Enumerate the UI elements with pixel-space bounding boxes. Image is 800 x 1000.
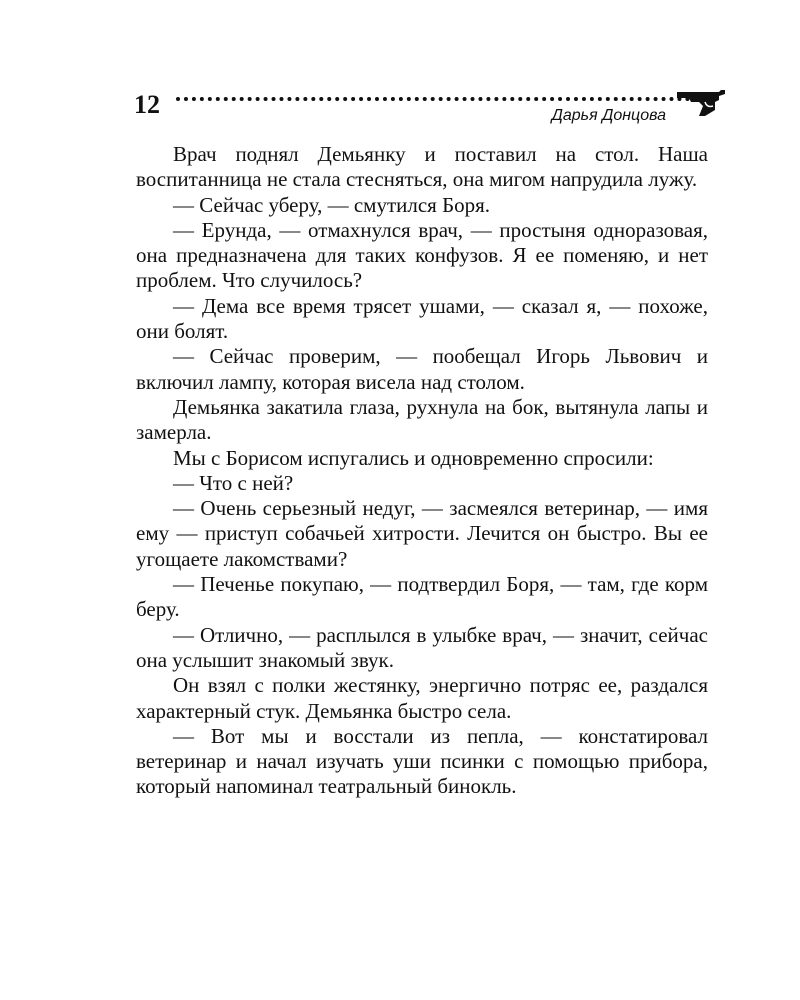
running-header <box>130 88 730 138</box>
paragraph: Мы с Борисом испугались и одновременно спросили: <box>173 445 654 470</box>
page-number: 12 <box>134 90 160 119</box>
paragraph: — Отлично, — расплылся в улыбке врач, — значит, сейчас она услышит знакомый звук. <box>136 622 708 672</box>
paragraph: — Что с ней? <box>173 470 294 495</box>
running-author: Дарья Донцова <box>551 107 666 124</box>
paragraph: Врач поднял Демьянку и поставил на стол. Наша воспитанница не стала стесняться, она мигом напрудила лужу. <box>136 142 708 192</box>
paragraph: — Ерунда, — отмахнулся врач, — простыня одноразовая, она предназначена для таких конфузов. Я ее поменяю, и нет проблем. Что случилось? <box>136 217 708 293</box>
paragraph: — Вот мы и восстали из пепла, — констатировал ветеринар и начал изучать уши псинки с помощью прибора, который напоминал театральный бинокль. <box>136 723 708 799</box>
paragraph: Демьянка закатила глаза, рухнула на бок, вытянула лапы и замерла. <box>136 394 708 445</box>
paragraph: — Очень серьезный недуг, — засмеялся ветеринар, — имя ему — приступ собачьей хитрости. Лечится он быстро. Вы ее угощаете лакомствами? <box>136 496 708 571</box>
paragraph: — Сейчас уберу, — смутился Боря. <box>173 192 491 217</box>
paragraph: — Печенье покупаю, — подтвердил Боря, — там, где корм беру. <box>136 572 708 622</box>
pistol-icon <box>675 86 735 120</box>
dotted-leader <box>176 97 706 101</box>
page-body <box>136 142 708 800</box>
paragraph: Он взял с полки жестянку, энергично потряс ее, раздался характерный стук. Демьянка быстро села. <box>136 673 708 723</box>
paragraph: — Сейчас проверим, — пообещал Игорь Львович и включил лампу, которая висела над столом. <box>136 344 708 394</box>
paragraph: — Дема все время трясет ушами, — сказал я, — похоже, они болят. <box>136 293 708 344</box>
